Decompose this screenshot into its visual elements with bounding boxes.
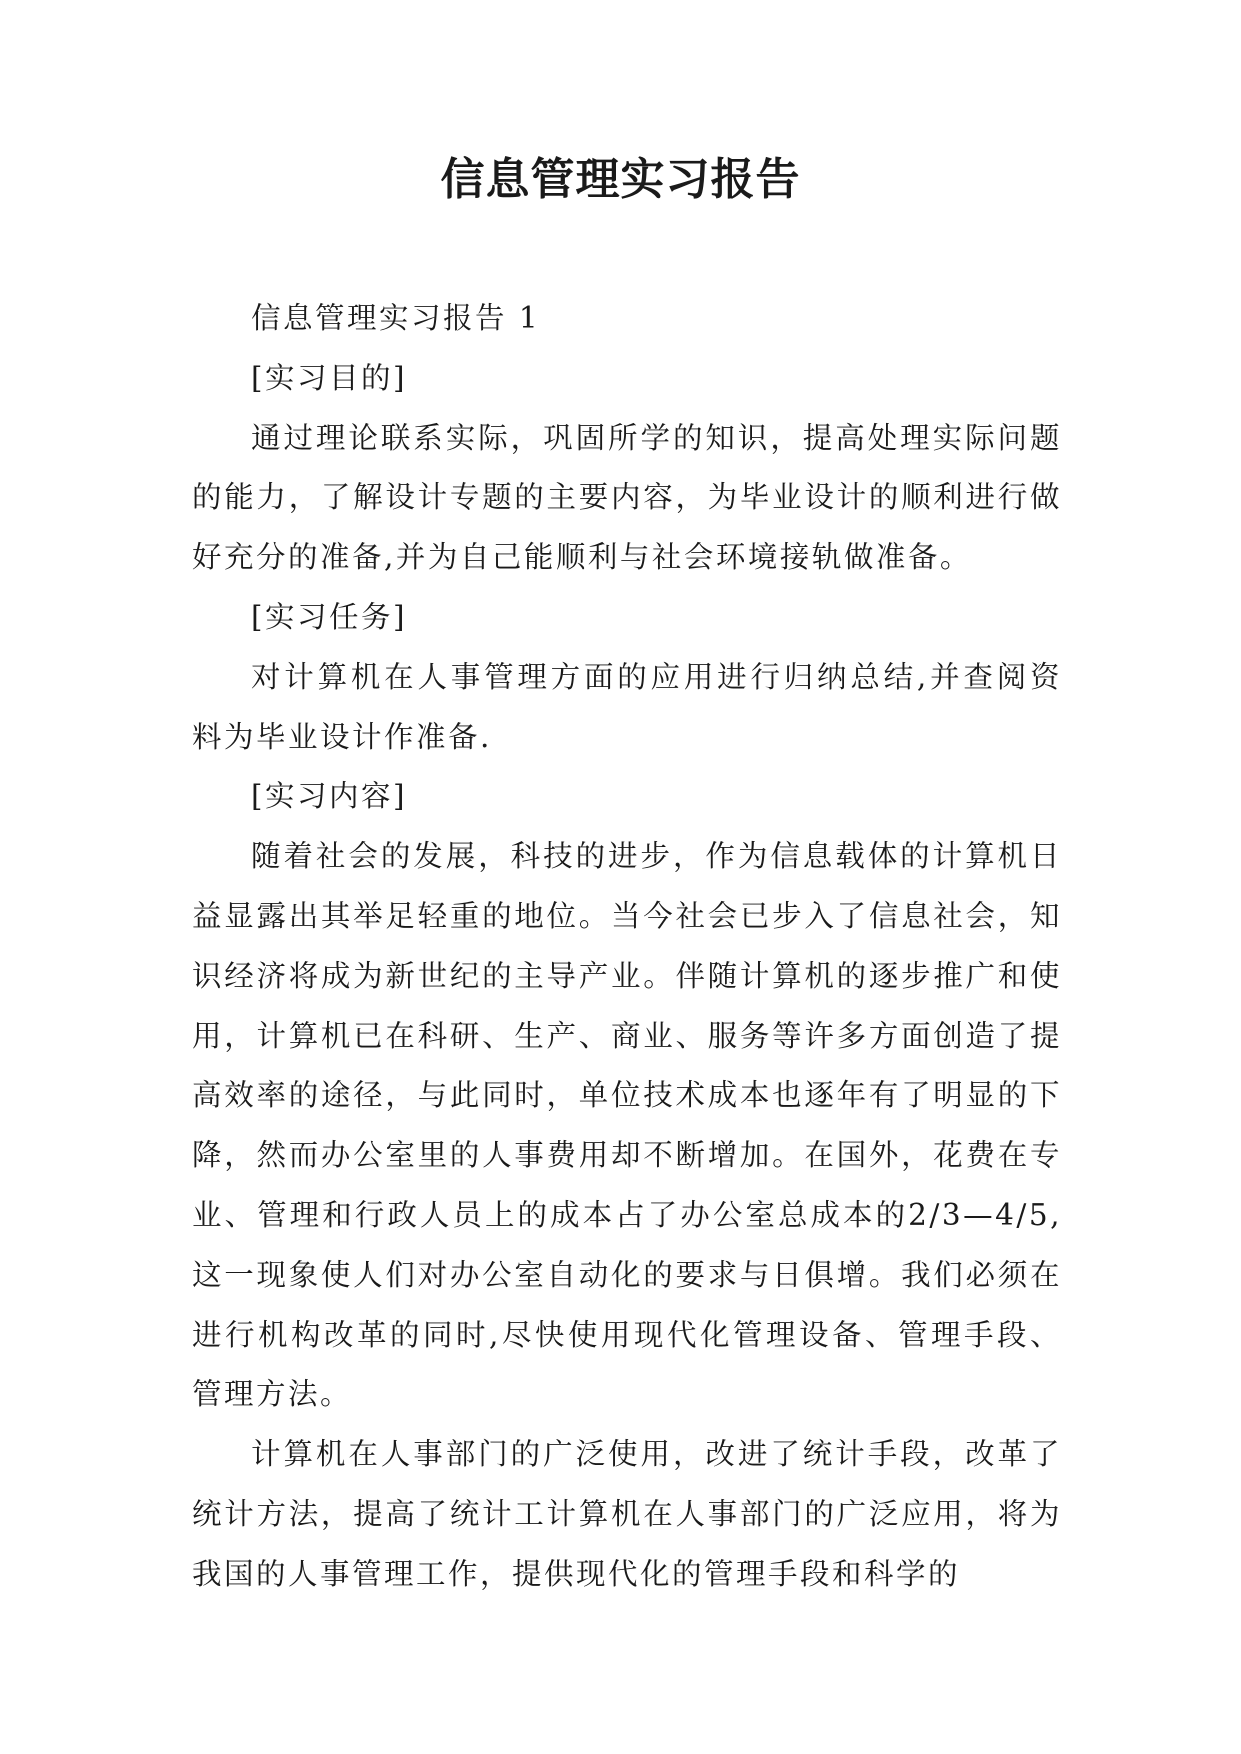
subsection-heading-purpose: [实习目的] xyxy=(251,360,408,395)
document-title: 信息管理实习报告 xyxy=(440,154,801,205)
document-body xyxy=(192,289,1062,1605)
paragraph-content-1: 随着社会的发展，科技的进步，作为信息载体的计算机日益显露出其举足轻重的地位。当今社会已步入了信息社会，知识经济将成为新世纪的主导产业。伴随计算机的逐步推广和使用，计算机已在科研、生产、商业、服务等许多方面创造了提高效率的途径，与此同时，单位技术成本也逐年有了明显的下降，然而办公室里的人事费用却不断增加。在国外，花费在专业、管理和行政人员上的成本占了办公室总成本的2/3—4/5,这一现象使人们对办公室自动化的要求与日俱增。我们必须在进行机构改革的同时,尽快使用现代化管理设备、管理手段、管理方法。 xyxy=(192,839,1062,1412)
subsection-heading-content: [实习内容] xyxy=(251,779,408,814)
paragraph-purpose: 通过理论联系实际，巩固所学的知识，提高处理实际问题的能力，了解设计专题的主要内容，为毕业设计的顺利进行做好充分的准备,并为自己能顺利与社会环境接轨做准备。 xyxy=(192,420,1062,575)
paragraph-content-2: 计算机在人事部门的广泛使用，改进了统计手段，改革了统计方法，提高了统计工计算机在人事部门的广泛应用，将为我国的人事管理工作，提供现代化的管理手段和科学的 xyxy=(192,1437,1062,1591)
subsection-heading-task: [实习任务] xyxy=(251,599,408,634)
section-heading: 信息管理实习报告 1 xyxy=(251,301,541,335)
paragraph-task: 对计算机在人事管理方面的应用进行归纳总结,并查阅资料为毕业设计作准备. xyxy=(192,659,1062,754)
